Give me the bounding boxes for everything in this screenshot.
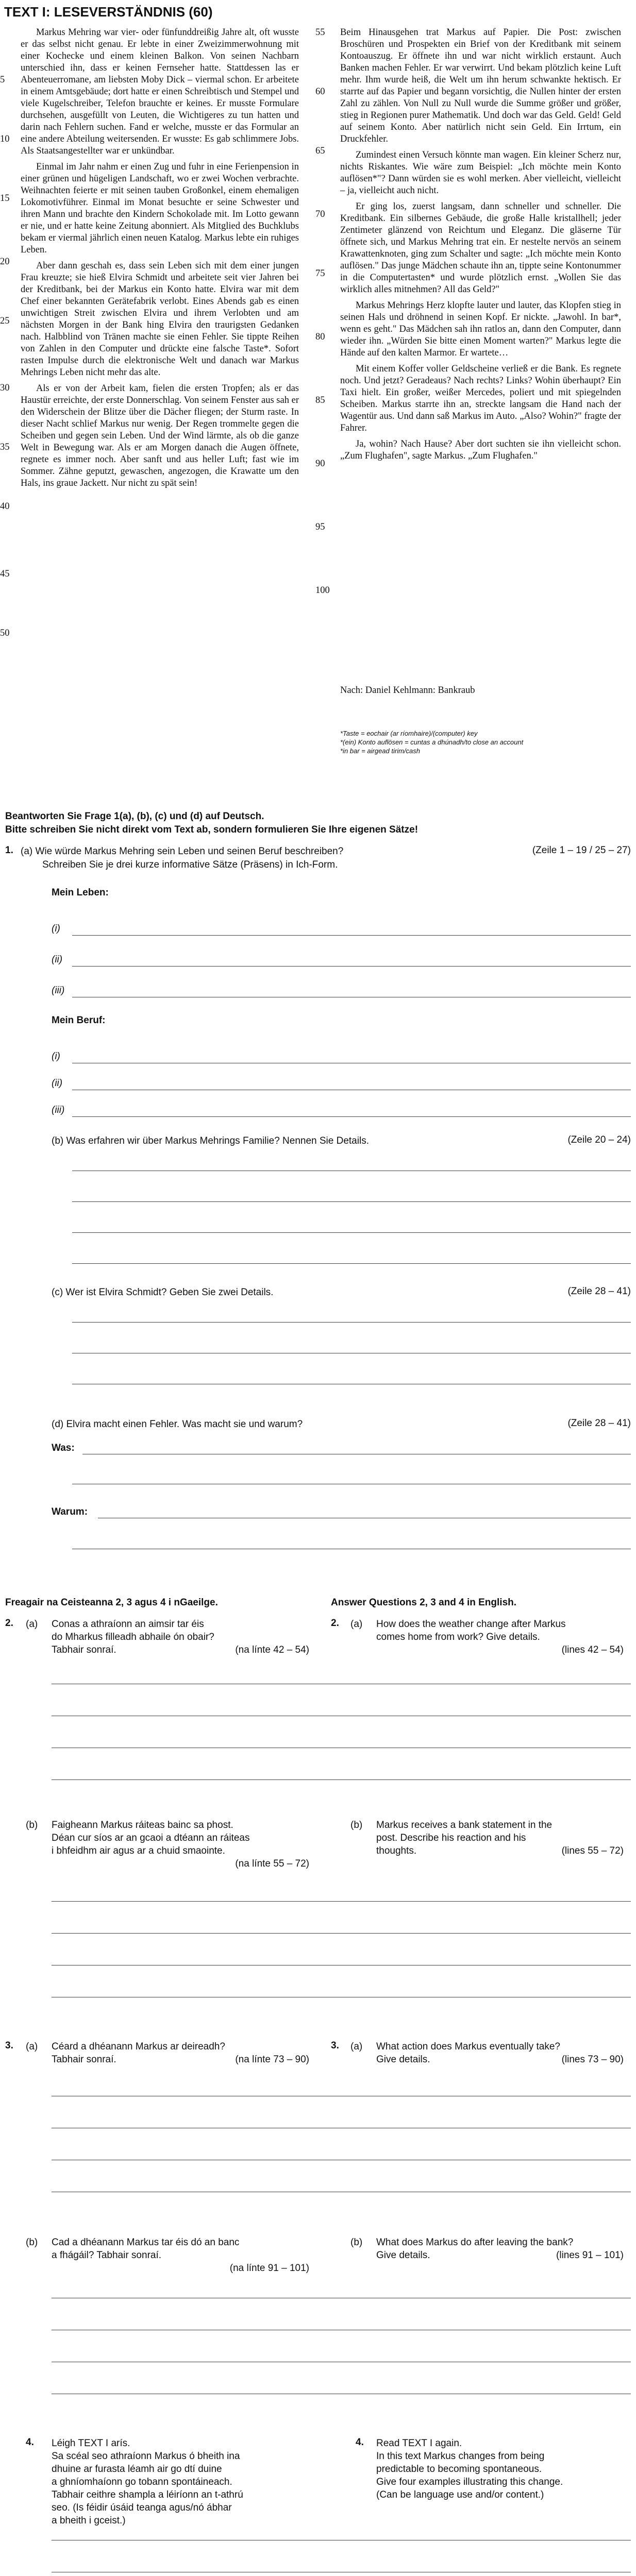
line-number: 60 [315, 87, 325, 97]
line-number: 65 [315, 146, 325, 156]
line-number: 40 [0, 501, 10, 512]
answer-line[interactable] [72, 1232, 631, 1233]
instruction-1: Beantworten Sie Frage 1(a), (b), (c) und (d) auf Deutsch. [5, 811, 264, 822]
line-ref: (Zeile 28 – 41) [567, 1418, 631, 1429]
line-number: 75 [315, 268, 325, 279]
question-part-label: (a) [350, 2041, 363, 2052]
answer-line[interactable] [72, 935, 631, 936]
question-4-irish: Léigh TEXT I arís. Sa scéal seo athraíonn Markus ó bheith ina dhuine ar furasta léamh air go dtí duine a ghníomhaíonn go tobann spontáineach. Tabhair ceithre shampla a léiríonn an t-athrú seo. (Is féidir úsáid teanga agus/nó ábhar a bheith i gceist.) [52, 2438, 243, 2526]
question-1a-sub: Schreiben Sie je drei kurze informative Sätze (Präsens) in Ich-Form. [42, 859, 338, 870]
warum-label: Warum: [52, 1506, 88, 1517]
was-label: Was: [52, 1443, 75, 1453]
answer-line[interactable] [72, 1201, 631, 1202]
paragraph: Er ging los, zuerst langsam, dann schneller und schneller. Die Kreditbank. Ein silbernes Gebäude, die große Halle kristallhell; jeder Zentimeter glänzend von Reichtum und Eleganz. Die gläserne Tür öffnete sich, und Markus Mehring trat ein. Er nestelte nervös an seinem Krawattenknoten, ging zum Schalter und sagte: „Ich möchte mein Konto auflösen." Das junge Mädchen schaute ihn an, tippte seine Kontonummer in die Computertasten* und wurde plötzlich ernst. „Wollen Sie das wirklich alles mitnehmen? All das Geld?" [340, 201, 621, 295]
footnotes [340, 729, 621, 755]
question-number: 3. [5, 2040, 13, 2051]
question-1b: (b) Was erfahren wir über Markus Mehrings Familie? Nennen Sie Details. [52, 1136, 369, 1146]
line-number: 50 [0, 628, 10, 638]
line-number: 70 [315, 209, 325, 219]
page-title: TEXT I: LESEVERSTÄNDNIS (60) [4, 4, 213, 20]
footnote: *(ein) Konto auflösen = cuntas a dhúnadh/to close an account [340, 738, 524, 746]
question-3b-english: What does Markus do after leaving the bank? Give details. (lines 91 – 101) [376, 2237, 624, 2261]
footnote: *Taste = eochair (ar ríomhaire)/(computer) key [340, 730, 478, 737]
roman-iii: (iii) [52, 1105, 65, 1115]
question-number: 4. [26, 2437, 34, 2448]
line-number: 80 [315, 332, 325, 342]
line-ref: (Zeile 20 – 24) [567, 1134, 631, 1145]
line-number: 25 [0, 316, 10, 326]
roman-i: (i) [52, 1051, 60, 1062]
line-number: 95 [315, 522, 325, 532]
roman-iii: (iii) [52, 985, 65, 996]
answer-line[interactable] [72, 1116, 631, 1117]
paragraph: Mit einem Koffer voller Geldscheine verließ er die Bank. Es regnete noch. Und jetzt? Geradeaus? Nach rechts? Links? Wohin überhaupt? Ein Taxi hielt. Ein großer, weißer Mercedes, poliert und mit spiegelnden Scheiben. Markus starrte ihn an, streckte langsam die Hand nach der Wagentür aus. Und dann saß Markus im Auto. „Also? Wohin?" fragte der Fahrer. [340, 364, 621, 433]
line-number: 30 [0, 383, 10, 393]
answer-line[interactable] [72, 1263, 631, 1264]
question-3a-english: What action does Markus eventually take? Give details. (lines 73 – 90) [376, 2041, 624, 2065]
question-part-label: (b) [26, 1820, 38, 1831]
question-part-label: (a) [26, 2041, 38, 2052]
question-part-label: (a) [26, 1619, 38, 1630]
question-3a-irish: Céard a dhéanann Markus ar deireadh? Tabhair sonraí. (na línte 73 – 90) [52, 2041, 309, 2065]
question-4-english: Read TEXT I again. In this text Markus changes from being predictable to becoming spontaneous. Give four examples illustrating this change. (Can be language use and/or content.) [376, 2438, 563, 2500]
question-1a: (a) Wie würde Markus Mehring sein Leben und seinen Beruf beschreiben? [21, 846, 344, 857]
paragraph: Ja, wohin? Nach Hause? Aber dort suchten sie ihn vielleicht schon. „Zum Flughafen", sagte Markus. „Zum Flughafen." [340, 439, 621, 461]
question-1c: (c) Wer ist Elvira Schmidt? Geben Sie zwei Details. [52, 1287, 274, 1298]
question-number: 3. [331, 2040, 339, 2051]
answer-line[interactable] [52, 1901, 631, 1902]
text-column-right [340, 27, 621, 466]
line-number: 10 [0, 134, 10, 144]
answer-line[interactable] [52, 1933, 631, 1934]
section-heading-irish: Freagair na Ceisteanna 2, 3 agus 4 i nGaeilge. [5, 1597, 218, 1608]
beruf-label: Mein Beruf: [52, 1015, 106, 1026]
answer-line[interactable] [72, 966, 631, 967]
line-number: 20 [0, 257, 10, 267]
roman-i: (i) [52, 923, 60, 934]
question-part-label: (a) [350, 1619, 363, 1630]
leben-label: Mein Leben: [52, 887, 109, 898]
instruction-2: Bitte schreiben Sie nicht direkt vom Text ab, sondern formulieren Sie Ihre eigenen Sätze! [5, 824, 419, 835]
paragraph: Markus Mehrings Herz klopfte lauter und lauter, das Klopfen stieg in seinen Hals und dröhnend in seinen Kopf. Er nickte. „Jawohl. In bar*, wenn es geht." Das Mädchen sah ihn ratlos an, dann den Computer, dann wieder ihn. „Würden Sie bitte einen Moment warten?" Markus legte die Hände auf den kalten Marmor. Er wartete… [340, 300, 621, 358]
text-column-left [21, 27, 299, 494]
paragraph: Markus Mehring war vier- oder fünfunddreißig Jahre alt, oft wusste er das selbst nicht genau. Er lebte in einer Zweizimmerwohnung mit einer Kochecke und einem kleinen Balkon. Von seinen Nachbarn unterschied ihn, dass er keinen Fernseher hatte. Stattdessen las er Abenteuerromane, am liebsten Moby Dick – viermal schon. Er arbeitete in einem Amtsgebäude; dort hatte er einen Schreibtisch und Stempel und viele Kugelschreiber, Telefon brauchte er keines. Er musste Formulare durchsehen, ausgefüllt von Leuten, die Wichtigeres zu tun hatten und darin nach Fehlern suchen. Fand er welche, musste er das Formular an eine andere Abteilung weitersenden. Er wusste: Es gab schlimmere Jobs. Als Staatsangestellter war er unkündbar. [21, 27, 299, 156]
line-number: 5 [0, 75, 5, 85]
paragraph: Zumindest einen Versuch könnte man wagen. Ein kleiner Scherz nur, nichts Riskantes. Wie wäre zum Beispiel: „Ich möchte mein Konto auflösen*"? Dann würden sie es wohl merken. Aber vielleicht, vielleicht – ja, vielleicht auch nicht. [340, 150, 621, 196]
question-part-label: (b) [350, 2237, 363, 2248]
question-3b-irish: Cad a dhéanann Markus tar éis dó an banc a fhágáil? Tabhair sonraí. (na línte 91 – 101) [52, 2237, 309, 2274]
section-heading-english: Answer Questions 2, 3 and 4 in English. [331, 1597, 517, 1608]
line-number: 85 [315, 395, 325, 405]
footnote: *in bar = airgead tirim/cash [340, 747, 420, 755]
question-2a-irish: Conas a athraíonn an aimsir tar éis do Mharkus filleadh abhaile ón obair? Tabhair sonraí. (na línte 42 – 54) [52, 1619, 309, 1655]
line-ref: (Zeile 28 – 41) [567, 1286, 631, 1297]
question-2b-irish: Faigheann Markus ráiteas bainc sa phost. Déan cur síos ar an gcaoi a dtéann an ráiteas i bhfeidhm air agus ar a chuid smaointe. (na línte 55 – 72) [52, 1820, 309, 1869]
question-1d: (d) Elvira macht einen Fehler. Was macht sie und warum? [52, 1419, 303, 1430]
question-2b-english: Markus receives a bank statement in the post. Describe his reaction and his thoughts. (lines 55 – 72) [376, 1820, 624, 1856]
text-source: Nach: Daniel Kehlmann: Bankraub [340, 685, 475, 696]
paragraph: Als er von der Arbeit kam, fielen die ersten Tropfen; als er das Haustür erreichte, der erste Donnerschlag. Von seinem Fenster aus sah er den Widerschein der Blitze über die Dächer fliegen; der Sturm raste. In dieser Nacht schlief Markus nur wenig. Der Regen trommelte gegen die Scheiben und gegen sein Leben. Und der Wind lärmte, als ob die ganze Welt in Bewegung war. Als er am Morgen danach die Augen öffnete, regnete es immer noch. Aber sanft und aus heller Luft; fast wie im Sommer. Zähne geputzt, gewaschen, angezogen, die Krawatte um den Hals, ins graue Jackett. Nur nicht zu spät sein! [21, 383, 299, 488]
line-number: 45 [0, 569, 10, 579]
line-ref: (Zeile 1 – 19 / 25 – 27) [532, 845, 631, 856]
paragraph: Einmal im Jahr nahm er einen Zug und fuhr in eine Ferienpension in einer grünen und hügeligen Landschaft, wo er zwei Wochen verbrachte. Weihnachten feierte er mit seinen tauben Großonkel, einem ehemaligen Lokomotivführer. Einmal im Monat besuchte er seine Schwester und ihren Mann und brachte den Kindern Schokolade mit. Im Lotto gewann er nie, und er hatte keine Zeitung abonniert. Als Mitglied des Buchklubs bekam er viermal jährlich einen neuen Katalog. Markus lebte ein ruhiges Leben. [21, 162, 299, 255]
question-number: 2. [331, 1618, 339, 1629]
line-number: 100 [315, 585, 330, 596]
paragraph: Beim Hinausgehen trat Markus auf Papier. Die Post: zwischen Broschüren und Prospekten ein Brief von der Kreditbank mit seinem Kontoauszug. Er öffnete ihn und war nicht wirklich erstaunt. Auch Banken machen Fehler. Er war verwirrt. Und bekam plötzlich keine Luft mehr. Ihm wurde heiß, die Welt um ihn herum schwankte hektisch. Er starrte auf das Papier und begann vorsichtig, die Nullen hinter der ersten Zahl zu zählen. Von Null zu Null wurde die Summe größer und größer, stieg in Regionen purer Mathematik. Und doch war das Geld. Geld! Geld auf seinem Konto. Aber natürlich nicht sein Geld. Ein Irrtum, ein Druckfehler. [340, 27, 621, 144]
question-part-label: (b) [26, 2237, 38, 2248]
question-number: 4. [356, 2437, 364, 2448]
roman-ii: (ii) [52, 954, 63, 965]
question-2a-english: How does the weather change after Markus comes home from work? Give details. (lines 42 – 54) [376, 1619, 624, 1655]
roman-ii: (ii) [52, 1078, 63, 1089]
line-number: 55 [315, 27, 325, 38]
question-number: 2. [5, 1618, 13, 1629]
paragraph: Aber dann geschah es, dass sein Leben sich mit dem einer jungen Frau kreuzte; sie hieß Elvira Schmidt und arbeitete seit vier Jahren bei der Kreditbank, bei der Markus ein Konto hatte. Elvira war mit dem Chef einer bekannten Gerätefabrik verlobt. Eines Abends gab es einen unwichtigen Streit zwischen Elvira und ihrem Verlobten und am nächsten Morgen in der Bank hing Elvira den traurigsten Gedanken nach. Halbblind von Tränen machte sie einen Fehler. Sie tippte Reihen von Zahlen in den Computer und drückte eine falsche Taste*. Sofort rasten Impulse durch die elektronische Welt und danach war Markus Mehrings Leben nicht mehr das alte. [21, 261, 299, 378]
answer-line[interactable] [72, 1322, 631, 1323]
question-number: 1. [5, 845, 13, 856]
line-number: 35 [0, 442, 10, 452]
line-number: 15 [0, 193, 10, 204]
line-number: 90 [315, 459, 325, 469]
question-part-label: (b) [350, 1820, 363, 1831]
